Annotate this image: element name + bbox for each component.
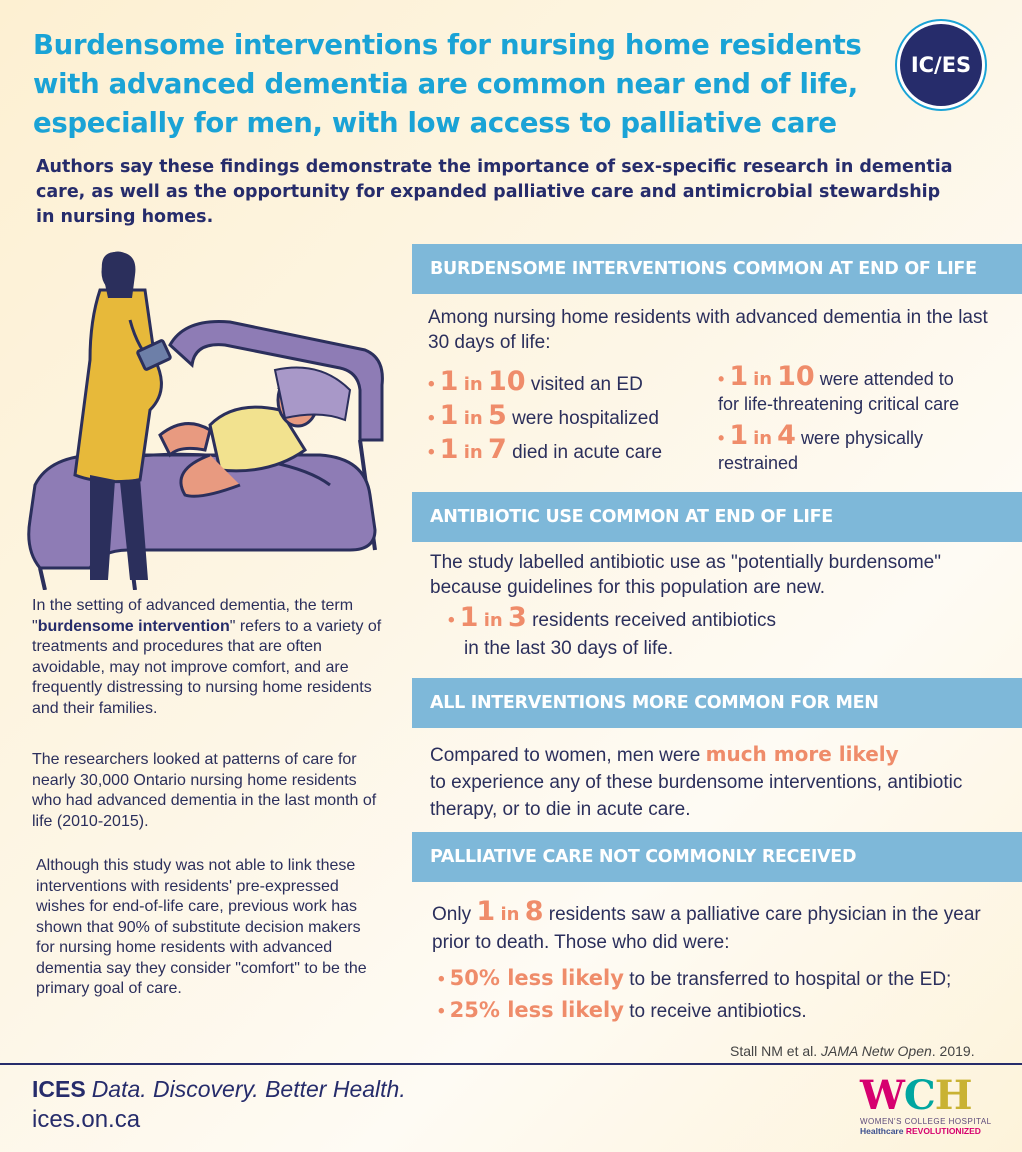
- citation: Stall NM et al. JAMA Netw Open. 2019.: [730, 1043, 975, 1059]
- ices-tagline: ICES Data. Discovery. Better Health.: [32, 1076, 406, 1102]
- section4-list: [438, 963, 951, 1027]
- definition-paragraph: In the setting of advanced dementia, the term "burdensome intervention" refers to a variety of treatments and procedures that are often avoidable, may not improve comfort, and are frequently distressing to nursing home residents and their families.: [32, 597, 382, 717]
- section-heading-burdensome: BURDENSOME INTERVENTIONS COMMON AT END OF LIFE: [412, 244, 1022, 294]
- section1-list-left: [428, 366, 662, 468]
- list-item: • 1 in 7 died in acute care: [428, 434, 663, 465]
- wishes-paragraph: Although this study was not able to link these interventions with residents' pre-expressed wishes for end-of-life care, previous work has shown that 90% of substitute decision makers for nursing home residents with advanced dementia say they consider "comfort" to be the primary goal of care.: [36, 857, 367, 997]
- section-heading-antibiotic: ANTIBIOTIC USE COMMON AT END OF LIFE: [412, 492, 1022, 542]
- wch-letters: WCH: [860, 1072, 972, 1119]
- wch-logo: WCH WOMEN'S COLLEGE HOSPITAL Healthcare REVOLUTIONIZED: [860, 1075, 1000, 1145]
- list-item: • 1 in 10 visited an ED: [428, 366, 643, 397]
- footer-divider: [0, 1063, 1022, 1065]
- list-item: • 1 in 10 were attended to for life-threatening critical care: [718, 361, 960, 414]
- list-item: • 50% less likely to be transferred to hospital or the ED;: [438, 966, 952, 990]
- section2-item: • 1 in 3 residents received antibiotics in the last 30 days of life.: [448, 602, 777, 659]
- list-item: • 1 in 5 were hospitalized: [428, 400, 659, 431]
- ices-logo: IC/ES: [900, 24, 982, 106]
- section1-list-right: [718, 361, 1008, 476]
- methods-paragraph: The researchers looked at patterns of care for nearly 30,000 Ontario nursing home residents who had advanced dementia in the last month of life (2010-2015).: [32, 751, 377, 830]
- section-heading-palliative: PALLIATIVE CARE NOT COMMONLY RECEIVED: [412, 832, 1022, 882]
- section-heading-men: ALL INTERVENTIONS MORE COMMON FOR MEN: [412, 678, 1022, 728]
- page-title: Burdensome interventions for nursing home residents with advanced dementia are common near end of life, especially for men, with low access to palliative care: [33, 29, 862, 139]
- section4-text: Only 1 in 8 residents saw a palliative care physician in the year prior to death. Those who did were:: [432, 896, 981, 953]
- nurse-patient-illustration: [20, 250, 400, 590]
- section1-intro: Among nursing home residents with advanced dementia in the last 30 days of life:: [428, 307, 988, 353]
- section3-text: Compared to women, men were much more likely to experience any of these burdensome interventions, antibiotic therapy, or to die in acute care.: [430, 742, 963, 820]
- subtitle: Authors say these findings demonstrate the importance of sex-specific research in dementia care, as well as the opportunity for expanded palliative care and antimicrobial stewardship in nursing homes.: [36, 157, 953, 227]
- ices-website-link[interactable]: ices.on.ca: [32, 1106, 141, 1133]
- list-item: • 25% less likely to receive antibiotics.: [438, 998, 807, 1022]
- section2-intro: The study labelled antibiotic use as "potentially burdensome" because guidelines for this population are new.: [430, 552, 941, 598]
- burdensome-term: burdensome intervention: [37, 617, 230, 635]
- list-item: • 1 in 4 were physically restrained: [718, 420, 923, 473]
